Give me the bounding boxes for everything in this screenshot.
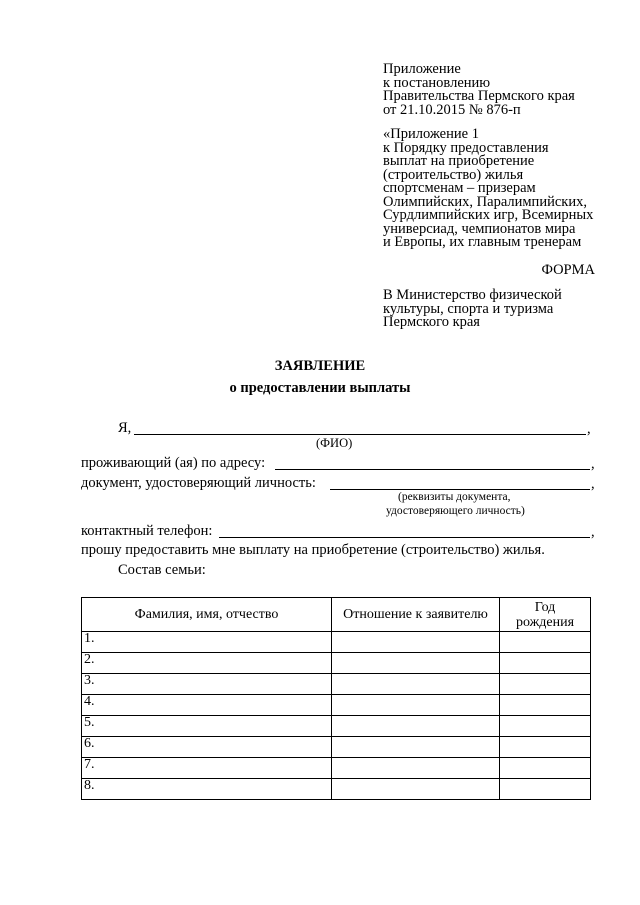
table-row [82, 716, 591, 737]
addressee [383, 289, 562, 330]
addressee-line: В Министерство физической [383, 287, 562, 303]
family-label: Состав семьи: [118, 562, 206, 578]
fio-hint: (ФИО) [316, 436, 353, 450]
birth-year-cell[interactable] [500, 632, 591, 653]
table-row [82, 737, 591, 758]
row-number: 7. [82, 758, 332, 779]
table-row [82, 779, 591, 800]
phone-label: контактный телефон: [81, 523, 213, 539]
form-label: ФОРМА [541, 262, 595, 278]
document-input[interactable] [330, 489, 590, 490]
i-label: Я, [118, 420, 132, 436]
column-header-birth-year [500, 598, 591, 632]
row-number: 2. [82, 653, 332, 674]
table-row [82, 758, 591, 779]
appendix-line: к постановлению [383, 74, 491, 91]
birth-year-cell[interactable] [500, 779, 591, 800]
table-row [82, 674, 591, 695]
procedure-line: выплат на приобретение [383, 153, 535, 169]
address-label: проживающий (ая) по адресу: [81, 455, 266, 471]
birth-year-cell[interactable] [500, 716, 591, 737]
addressee-line: Пермского края [383, 314, 480, 330]
document-hint: (реквизиты документа, [398, 491, 511, 503]
comma: , [587, 421, 591, 437]
procedure-line: универсиад, чемпионатов мира [383, 220, 576, 237]
relation-cell[interactable] [332, 695, 500, 716]
document-hint: удостоверяющего личность) [386, 505, 525, 517]
table-row [82, 632, 591, 653]
addressee-line: культуры, спорта и туризма [383, 300, 554, 317]
birth-year-cell[interactable] [500, 653, 591, 674]
birth-year-cell[interactable] [500, 737, 591, 758]
appendix-line: Приложение [383, 61, 461, 77]
row-number: 4. [82, 695, 332, 716]
row-number: 5. [82, 716, 332, 737]
procedure-line: и Европы, их главным тренерам [383, 234, 582, 250]
relation-cell[interactable] [332, 758, 500, 779]
procedure-note [383, 128, 593, 250]
relation-cell[interactable] [332, 716, 500, 737]
row-number: 3. [82, 674, 332, 695]
appendix-line: Правительства Пермского края [383, 88, 575, 104]
relation-cell[interactable] [332, 653, 500, 674]
birth-year-cell[interactable] [500, 674, 591, 695]
procedure-line: «Приложение 1 [383, 126, 479, 142]
procedure-line: спортсменам – призерам [383, 180, 536, 196]
column-header-birth-year-line: Год [534, 599, 556, 615]
column-header-birth-year-line: рождения [515, 614, 575, 630]
row-number: 8. [82, 779, 332, 800]
procedure-line: к Порядку предоставления [383, 139, 549, 156]
document-label: документ, удостоверяющий личность: [81, 475, 316, 491]
appendix-note [383, 63, 575, 117]
request-text: прошу предоставить мне выплату на приобретение (строительство) жилья. [81, 542, 545, 558]
row-number: 6. [82, 737, 332, 758]
procedure-line: Олимпийских, Паралимпийских, [383, 193, 587, 210]
birth-year-cell[interactable] [500, 758, 591, 779]
row-number: 1. [82, 632, 332, 653]
procedure-line: (строительство) жилья [383, 166, 524, 183]
relation-cell[interactable] [332, 737, 500, 758]
fio-input[interactable] [134, 434, 586, 435]
phone-input[interactable] [219, 537, 590, 538]
address-input[interactable] [275, 469, 590, 470]
table-header-row [82, 598, 591, 632]
comma: , [591, 524, 595, 540]
column-header-name: Фамилия, имя, отчество [82, 598, 332, 632]
comma: , [591, 456, 595, 472]
comma: , [591, 476, 595, 492]
procedure-line: Сурдлимпийских игр, Всемирных [383, 207, 594, 223]
table-row [82, 695, 591, 716]
relation-cell[interactable] [332, 632, 500, 653]
appendix-line: от 21.10.2015 № 876-п [383, 101, 521, 118]
column-header-relation: Отношение к заявителю [332, 598, 500, 632]
family-table [81, 597, 591, 800]
relation-cell[interactable] [332, 779, 500, 800]
birth-year-cell[interactable] [500, 695, 591, 716]
document-title: ЗАЯВЛЕНИЕ [274, 358, 366, 374]
relation-cell[interactable] [332, 674, 500, 695]
document-subtitle: о предоставлении выплаты [229, 380, 411, 396]
table-row [82, 653, 591, 674]
